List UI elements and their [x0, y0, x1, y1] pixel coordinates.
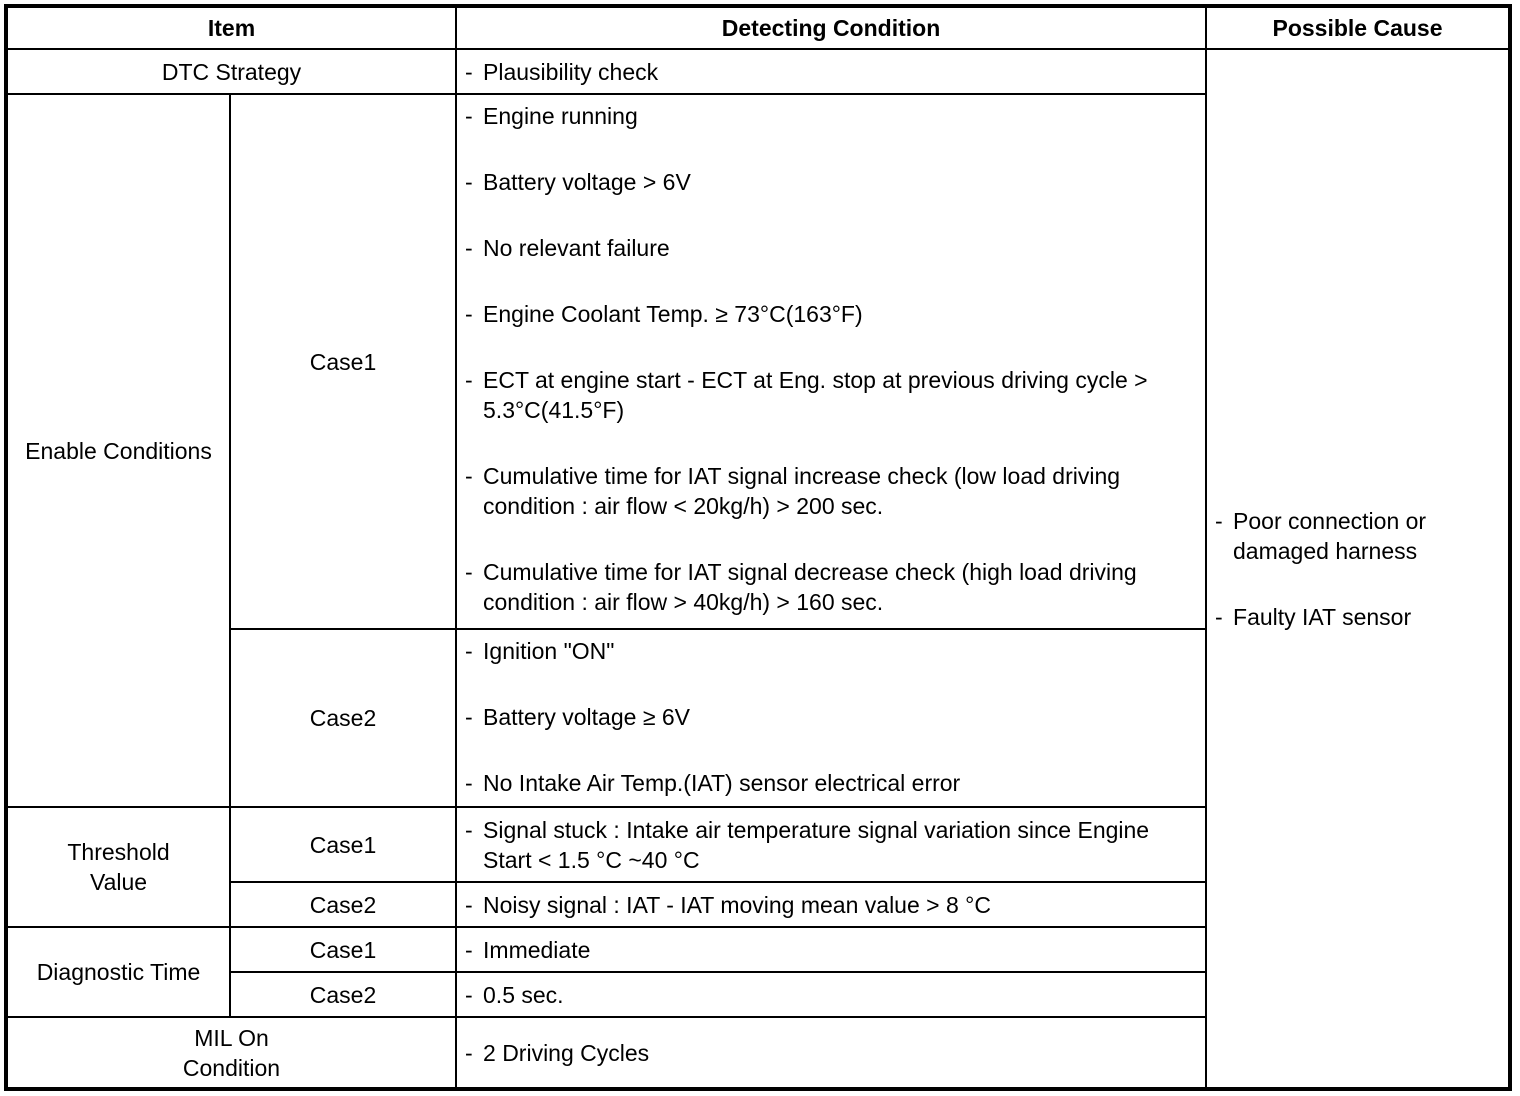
enable-conditions-label: Enable Conditions	[6, 94, 230, 807]
diagnostic-case2-label: Case2	[230, 972, 456, 1017]
enable-case1-conditions	[456, 94, 1206, 629]
threshold-case2-label: Case2	[230, 882, 456, 927]
header-item: Item	[6, 6, 456, 49]
condition-item: - Battery voltage ≥ 6V	[465, 704, 690, 730]
dtc-spec-table	[4, 4, 1512, 1091]
spec-table-wrapper	[4, 4, 1512, 1091]
enable-case2-label: Case2	[230, 629, 456, 807]
possible-cause-item: - Faulty IAT sensor	[1215, 603, 1412, 630]
diagnostic-time-label: Diagnostic Time	[6, 927, 230, 1017]
header-detecting-condition: Detecting Condition	[456, 6, 1206, 49]
diagnostic-case2-condition: - 0.5 sec.	[456, 972, 1206, 1017]
dtc-strategy-label: DTC Strategy	[6, 49, 456, 94]
possible-cause-item: - Poor connection or damaged harness	[1215, 507, 1427, 564]
condition-item: - Engine Coolant Temp. ≥ 73°C(163°F)	[465, 301, 863, 327]
threshold-value-label: Threshold Value	[6, 807, 230, 927]
condition-item: - No Intake Air Temp.(IAT) sensor electrical error	[465, 770, 961, 796]
condition-item: - Cumulative time for IAT signal increase check (low load driving condition : air flow < 20kg/h) > 200 sec.	[465, 463, 1121, 519]
condition-item: - Cumulative time for IAT signal decrease check (high load driving condition : air flow > 40kg/h) > 160 sec.	[465, 559, 1137, 615]
condition-item: - Battery voltage > 6V	[465, 169, 691, 195]
condition-item: - No relevant failure	[465, 235, 670, 261]
diagnostic-case1-label: Case1	[230, 927, 456, 972]
threshold-case1-condition: - Signal stuck : Intake air temperature signal variation since Engine Start < 1.5 °C ~40 °C	[456, 807, 1206, 882]
threshold-case1-label: Case1	[230, 807, 456, 882]
threshold-case2-condition: - Noisy signal : IAT - IAT moving mean value > 8 °C	[456, 882, 1206, 927]
enable-case1-label: Case1	[230, 94, 456, 629]
header-possible-cause: Possible Cause	[1206, 6, 1510, 49]
diagnostic-case1-condition: - Immediate	[456, 927, 1206, 972]
row-dtc-strategy	[6, 49, 1510, 94]
condition-item: - Ignition "ON"	[465, 638, 615, 664]
condition-item: - ECT at engine start - ECT at Eng. stop at previous driving cycle > 5.3°C(41.5°F)	[465, 367, 1148, 423]
dtc-strategy-condition: - Plausibility check	[456, 49, 1206, 94]
condition-item: - Engine running	[465, 103, 638, 129]
possible-cause-cell	[1206, 49, 1510, 1089]
mil-on-condition: - 2 Driving Cycles	[456, 1017, 1206, 1089]
header-row	[6, 6, 1510, 49]
enable-case2-conditions	[456, 629, 1206, 807]
mil-on-label: MIL On Condition	[6, 1017, 456, 1089]
